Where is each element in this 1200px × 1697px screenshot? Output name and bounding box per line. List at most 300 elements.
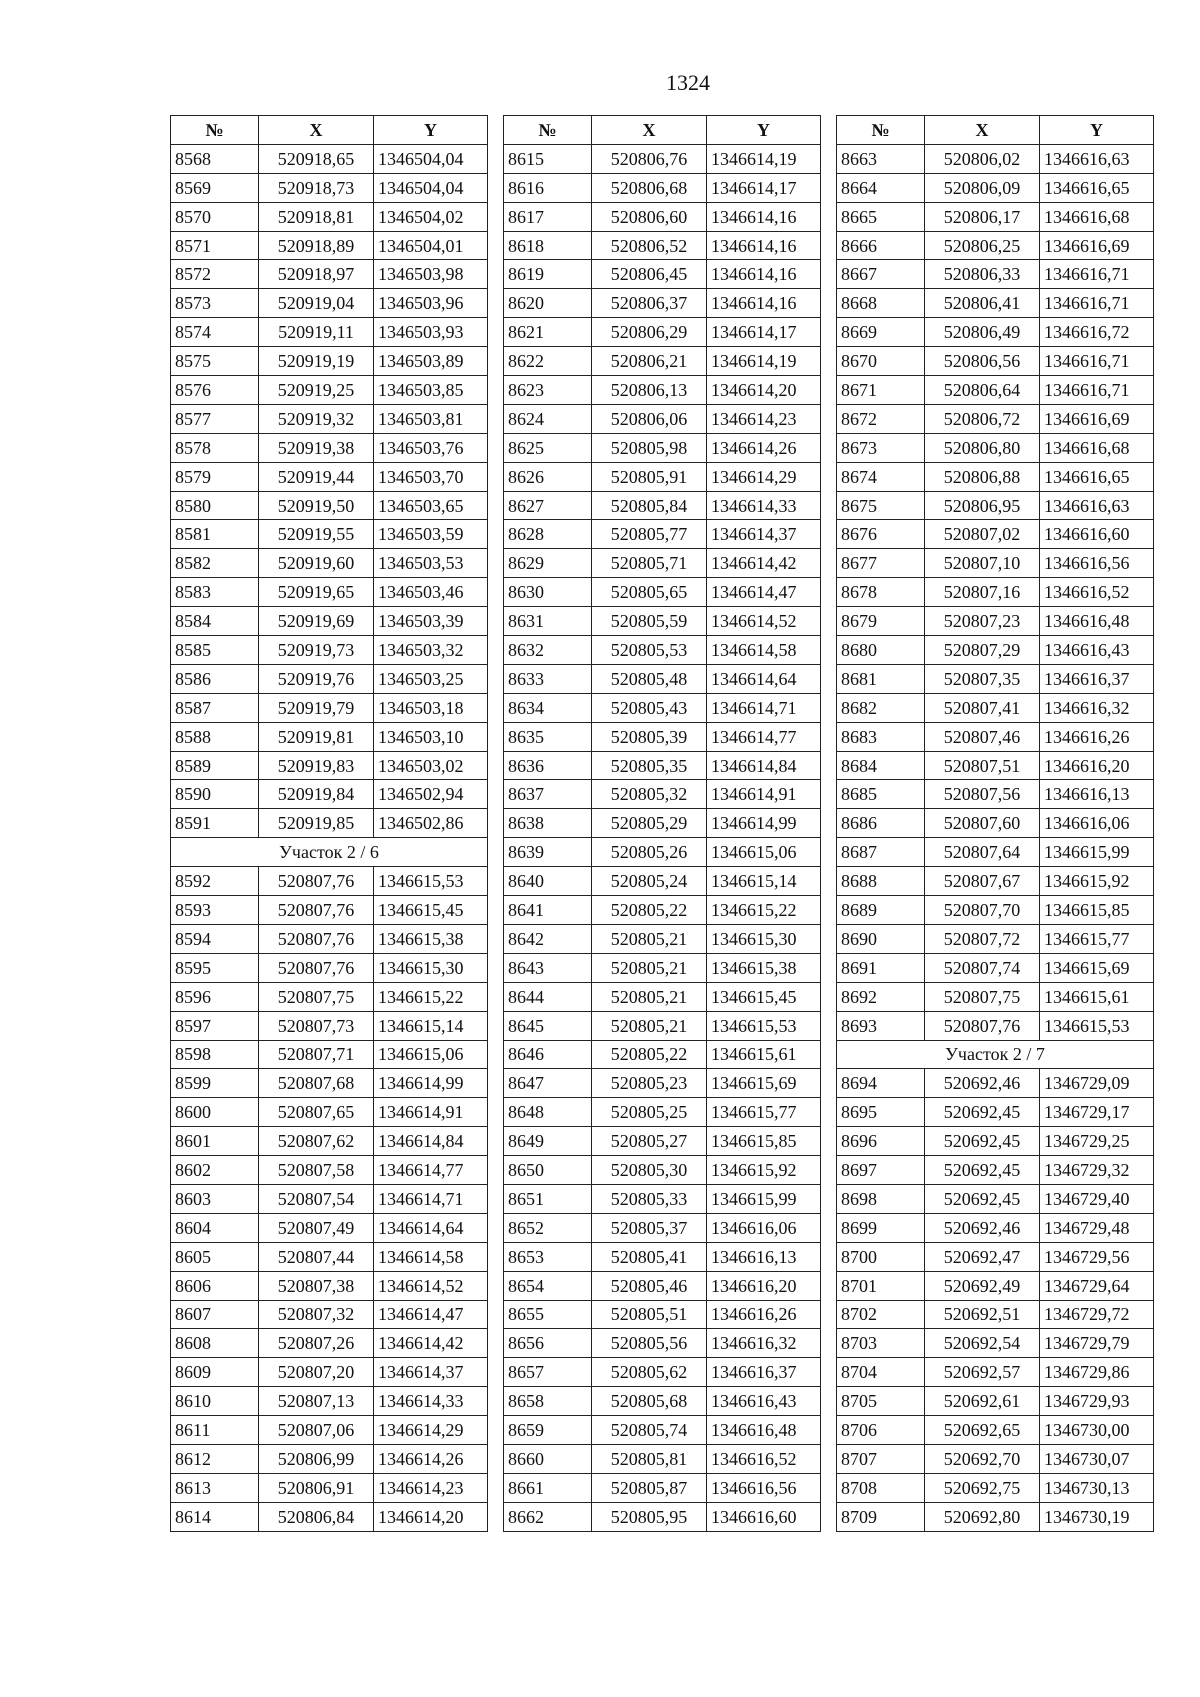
table-row <box>837 664 1154 693</box>
table-row <box>171 173 488 202</box>
point-number-cell: 8703 <box>837 1329 925 1358</box>
y-coordinate-cell: 1346615,30 <box>374 953 488 982</box>
y-coordinate-cell: 1346615,53 <box>374 867 488 896</box>
x-coordinate-cell: 520805,51 <box>592 1300 707 1329</box>
x-coordinate-cell: 520807,76 <box>259 953 374 982</box>
table-row <box>504 1358 821 1387</box>
y-coordinate-cell: 1346615,14 <box>707 867 821 896</box>
table-row <box>837 1011 1154 1040</box>
y-coordinate-cell: 1346615,69 <box>1040 953 1154 982</box>
table-row <box>504 318 821 347</box>
x-coordinate-cell: 520805,33 <box>592 1184 707 1213</box>
x-coordinate-cell: 520806,41 <box>925 289 1040 318</box>
point-number-cell: 8705 <box>837 1387 925 1416</box>
x-coordinate-cell: 520806,99 <box>259 1444 374 1473</box>
y-coordinate-cell: 1346616,56 <box>1040 549 1154 578</box>
y-coordinate-cell: 1346614,29 <box>707 462 821 491</box>
x-coordinate-cell: 520919,69 <box>259 607 374 636</box>
y-coordinate-cell: 1346616,20 <box>707 1271 821 1300</box>
y-coordinate-cell: 1346616,60 <box>707 1502 821 1531</box>
table-row <box>504 376 821 405</box>
coordinate-table-3 <box>836 115 1154 1532</box>
table-row <box>171 433 488 462</box>
table-row <box>837 289 1154 318</box>
table-row <box>504 838 821 867</box>
point-number-cell: 8660 <box>504 1444 592 1473</box>
table-row <box>171 953 488 982</box>
point-number-cell: 8649 <box>504 1127 592 1156</box>
point-number-cell: 8577 <box>171 404 259 433</box>
point-number-cell: 8653 <box>504 1242 592 1271</box>
table-row <box>837 1213 1154 1242</box>
table-row <box>504 896 821 925</box>
point-number-cell: 8675 <box>837 491 925 520</box>
x-coordinate-cell: 520807,73 <box>259 1011 374 1040</box>
point-number-cell: 8658 <box>504 1387 592 1416</box>
table-row <box>171 780 488 809</box>
table-row <box>837 1127 1154 1156</box>
x-coordinate-cell: 520806,91 <box>259 1473 374 1502</box>
point-number-cell: 8624 <box>504 404 592 433</box>
y-coordinate-cell: 1346616,63 <box>1040 144 1154 173</box>
table-row <box>837 953 1154 982</box>
x-coordinate-cell: 520919,85 <box>259 809 374 838</box>
point-number-cell: 8664 <box>837 173 925 202</box>
x-coordinate-cell: 520807,65 <box>259 1098 374 1127</box>
x-coordinate-cell: 520805,95 <box>592 1502 707 1531</box>
x-coordinate-cell: 520807,29 <box>925 636 1040 665</box>
x-coordinate-cell: 520805,87 <box>592 1473 707 1502</box>
y-coordinate-cell: 1346614,26 <box>374 1444 488 1473</box>
point-number-cell: 8698 <box>837 1184 925 1213</box>
table-row <box>171 202 488 231</box>
x-coordinate-cell: 520919,19 <box>259 347 374 376</box>
table-row <box>171 751 488 780</box>
point-number-cell: 8668 <box>837 289 925 318</box>
table-row <box>504 260 821 289</box>
section-label: Участок 2 / 7 <box>837 1040 1154 1069</box>
point-number-cell: 8589 <box>171 751 259 780</box>
point-number-cell: 8569 <box>171 173 259 202</box>
x-coordinate-cell: 520807,60 <box>925 809 1040 838</box>
table-row <box>171 144 488 173</box>
point-number-cell: 8704 <box>837 1358 925 1387</box>
point-number-cell: 8638 <box>504 809 592 838</box>
point-number-cell: 8631 <box>504 607 592 636</box>
x-coordinate-cell: 520805,21 <box>592 1011 707 1040</box>
y-coordinate-cell: 1346614,71 <box>374 1184 488 1213</box>
y-coordinate-cell: 1346615,77 <box>1040 924 1154 953</box>
y-coordinate-cell: 1346615,99 <box>1040 838 1154 867</box>
y-coordinate-cell: 1346615,99 <box>707 1184 821 1213</box>
table-row <box>171 520 488 549</box>
table-row <box>837 1358 1154 1387</box>
x-coordinate-cell: 520807,44 <box>259 1242 374 1271</box>
y-coordinate-cell: 1346614,37 <box>374 1358 488 1387</box>
y-coordinate-cell: 1346616,06 <box>707 1213 821 1242</box>
table-row <box>171 578 488 607</box>
x-coordinate-cell: 520919,73 <box>259 636 374 665</box>
y-coordinate-cell: 1346616,37 <box>707 1358 821 1387</box>
point-number-cell: 8652 <box>504 1213 592 1242</box>
y-coordinate-cell: 1346730,07 <box>1040 1444 1154 1473</box>
point-number-cell: 8587 <box>171 693 259 722</box>
y-coordinate-cell: 1346616,71 <box>1040 260 1154 289</box>
y-coordinate-cell: 1346615,45 <box>374 896 488 925</box>
y-coordinate-cell: 1346614,52 <box>707 607 821 636</box>
header-x: X <box>592 116 707 145</box>
y-coordinate-cell: 1346616,20 <box>1040 751 1154 780</box>
y-coordinate-cell: 1346614,64 <box>374 1213 488 1242</box>
y-coordinate-cell: 1346729,93 <box>1040 1387 1154 1416</box>
table-row <box>171 1271 488 1300</box>
y-coordinate-cell: 1346616,65 <box>1040 462 1154 491</box>
x-coordinate-cell: 520807,71 <box>259 1040 374 1069</box>
table-row <box>837 780 1154 809</box>
point-number-cell: 8581 <box>171 520 259 549</box>
y-coordinate-cell: 1346616,32 <box>1040 693 1154 722</box>
x-coordinate-cell: 520692,45 <box>925 1098 1040 1127</box>
point-number-cell: 8647 <box>504 1069 592 1098</box>
y-coordinate-cell: 1346614,33 <box>707 491 821 520</box>
y-coordinate-cell: 1346615,61 <box>707 1040 821 1069</box>
x-coordinate-cell: 520807,56 <box>925 780 1040 809</box>
point-number-cell: 8662 <box>504 1502 592 1531</box>
x-coordinate-cell: 520919,04 <box>259 289 374 318</box>
y-coordinate-cell: 1346730,19 <box>1040 1502 1154 1531</box>
table-row <box>837 520 1154 549</box>
table-row <box>504 520 821 549</box>
y-coordinate-cell: 1346614,17 <box>707 318 821 347</box>
y-coordinate-cell: 1346616,68 <box>1040 202 1154 231</box>
x-coordinate-cell: 520805,53 <box>592 636 707 665</box>
table-row <box>837 636 1154 665</box>
y-coordinate-cell: 1346614,26 <box>707 433 821 462</box>
x-coordinate-cell: 520806,29 <box>592 318 707 347</box>
header-y: Y <box>374 116 488 145</box>
table-row <box>837 867 1154 896</box>
x-coordinate-cell: 520692,45 <box>925 1156 1040 1185</box>
point-number-cell: 8591 <box>171 809 259 838</box>
point-number-cell: 8661 <box>504 1473 592 1502</box>
x-coordinate-cell: 520805,23 <box>592 1069 707 1098</box>
y-coordinate-cell: 1346615,92 <box>1040 867 1154 896</box>
table-row <box>504 1329 821 1358</box>
y-coordinate-cell: 1346730,00 <box>1040 1416 1154 1445</box>
x-coordinate-cell: 520805,68 <box>592 1387 707 1416</box>
point-number-cell: 8695 <box>837 1098 925 1127</box>
point-number-cell: 8676 <box>837 520 925 549</box>
x-coordinate-cell: 520806,64 <box>925 376 1040 405</box>
table-row <box>837 173 1154 202</box>
y-coordinate-cell: 1346616,71 <box>1040 289 1154 318</box>
y-coordinate-cell: 1346614,19 <box>707 347 821 376</box>
y-coordinate-cell: 1346616,65 <box>1040 173 1154 202</box>
y-coordinate-cell: 1346503,18 <box>374 693 488 722</box>
x-coordinate-cell: 520806,60 <box>592 202 707 231</box>
point-number-cell: 8659 <box>504 1416 592 1445</box>
x-coordinate-cell: 520692,75 <box>925 1473 1040 1502</box>
y-coordinate-cell: 1346615,92 <box>707 1156 821 1185</box>
table-row <box>837 982 1154 1011</box>
y-coordinate-cell: 1346614,42 <box>374 1329 488 1358</box>
x-coordinate-cell: 520807,06 <box>259 1416 374 1445</box>
point-number-cell: 8697 <box>837 1156 925 1185</box>
table-row <box>171 1040 488 1069</box>
point-number-cell: 8670 <box>837 347 925 376</box>
y-coordinate-cell: 1346616,37 <box>1040 664 1154 693</box>
table-row <box>504 1098 821 1127</box>
point-number-cell: 8685 <box>837 780 925 809</box>
point-number-cell: 8627 <box>504 491 592 520</box>
x-coordinate-cell: 520919,44 <box>259 462 374 491</box>
point-number-cell: 8588 <box>171 722 259 751</box>
table-row <box>171 318 488 347</box>
x-coordinate-cell: 520806,76 <box>592 144 707 173</box>
table-row <box>837 433 1154 462</box>
y-coordinate-cell: 1346729,32 <box>1040 1156 1154 1185</box>
table-row <box>171 982 488 1011</box>
y-coordinate-cell: 1346502,86 <box>374 809 488 838</box>
point-number-cell: 8623 <box>504 376 592 405</box>
point-number-cell: 8669 <box>837 318 925 347</box>
point-number-cell: 8568 <box>171 144 259 173</box>
table-row <box>837 607 1154 636</box>
table-row <box>504 1444 821 1473</box>
x-coordinate-cell: 520805,21 <box>592 953 707 982</box>
y-coordinate-cell: 1346615,38 <box>707 953 821 982</box>
y-coordinate-cell: 1346614,17 <box>707 173 821 202</box>
x-coordinate-cell: 520919,55 <box>259 520 374 549</box>
table-row <box>171 1329 488 1358</box>
table-header-row <box>837 116 1154 145</box>
header-number: № <box>504 116 592 145</box>
point-number-cell: 8579 <box>171 462 259 491</box>
x-coordinate-cell: 520805,22 <box>592 896 707 925</box>
y-coordinate-cell: 1346615,85 <box>1040 896 1154 925</box>
table-row <box>837 809 1154 838</box>
y-coordinate-cell: 1346614,23 <box>374 1473 488 1502</box>
y-coordinate-cell: 1346503,32 <box>374 636 488 665</box>
x-coordinate-cell: 520807,13 <box>259 1387 374 1416</box>
point-number-cell: 8651 <box>504 1184 592 1213</box>
x-coordinate-cell: 520807,76 <box>259 924 374 953</box>
table-row <box>171 636 488 665</box>
y-coordinate-cell: 1346503,96 <box>374 289 488 318</box>
y-coordinate-cell: 1346614,84 <box>707 751 821 780</box>
table-row <box>504 462 821 491</box>
y-coordinate-cell: 1346729,79 <box>1040 1329 1154 1358</box>
x-coordinate-cell: 520692,65 <box>925 1416 1040 1445</box>
table-row <box>504 1502 821 1531</box>
point-number-cell: 8694 <box>837 1069 925 1098</box>
x-coordinate-cell: 520807,20 <box>259 1358 374 1387</box>
table-row <box>837 1387 1154 1416</box>
x-coordinate-cell: 520807,62 <box>259 1127 374 1156</box>
y-coordinate-cell: 1346729,56 <box>1040 1242 1154 1271</box>
x-coordinate-cell: 520805,25 <box>592 1098 707 1127</box>
y-coordinate-cell: 1346729,86 <box>1040 1358 1154 1387</box>
y-coordinate-cell: 1346614,29 <box>374 1416 488 1445</box>
point-number-cell: 8612 <box>171 1444 259 1473</box>
point-number-cell: 8580 <box>171 491 259 520</box>
table-row <box>171 1358 488 1387</box>
table-row <box>837 318 1154 347</box>
table-row <box>837 1098 1154 1127</box>
point-number-cell: 8687 <box>837 838 925 867</box>
point-number-cell: 8633 <box>504 664 592 693</box>
x-coordinate-cell: 520692,70 <box>925 1444 1040 1473</box>
x-coordinate-cell: 520807,51 <box>925 751 1040 780</box>
point-number-cell: 8635 <box>504 722 592 751</box>
x-coordinate-cell: 520807,26 <box>259 1329 374 1358</box>
table-row <box>171 376 488 405</box>
point-number-cell: 8645 <box>504 1011 592 1040</box>
table-row <box>504 1271 821 1300</box>
table-row <box>504 982 821 1011</box>
point-number-cell: 8609 <box>171 1358 259 1387</box>
y-coordinate-cell: 1346503,81 <box>374 404 488 433</box>
table-row <box>171 1127 488 1156</box>
point-number-cell: 8665 <box>837 202 925 231</box>
y-coordinate-cell: 1346503,02 <box>374 751 488 780</box>
table-row <box>504 636 821 665</box>
point-number-cell: 8671 <box>837 376 925 405</box>
table-row <box>837 1242 1154 1271</box>
table-header-row <box>171 116 488 145</box>
point-number-cell: 8572 <box>171 260 259 289</box>
x-coordinate-cell: 520807,49 <box>259 1213 374 1242</box>
y-coordinate-cell: 1346616,63 <box>1040 491 1154 520</box>
y-coordinate-cell: 1346616,71 <box>1040 376 1154 405</box>
x-coordinate-cell: 520806,95 <box>925 491 1040 520</box>
table-row <box>837 1444 1154 1473</box>
x-coordinate-cell: 520806,37 <box>592 289 707 318</box>
x-coordinate-cell: 520692,47 <box>925 1242 1040 1271</box>
header-y: Y <box>1040 116 1154 145</box>
x-coordinate-cell: 520806,68 <box>592 173 707 202</box>
point-number-cell: 8629 <box>504 549 592 578</box>
point-number-cell: 8693 <box>837 1011 925 1040</box>
x-coordinate-cell: 520919,32 <box>259 404 374 433</box>
point-number-cell: 8625 <box>504 433 592 462</box>
point-number-cell: 8637 <box>504 780 592 809</box>
point-number-cell: 8674 <box>837 462 925 491</box>
x-coordinate-cell: 520805,74 <box>592 1416 707 1445</box>
y-coordinate-cell: 1346729,64 <box>1040 1271 1154 1300</box>
x-coordinate-cell: 520805,29 <box>592 809 707 838</box>
table-row <box>837 924 1154 953</box>
x-coordinate-cell: 520807,46 <box>925 722 1040 751</box>
x-coordinate-cell: 520805,84 <box>592 491 707 520</box>
x-coordinate-cell: 520805,43 <box>592 693 707 722</box>
x-coordinate-cell: 520806,45 <box>592 260 707 289</box>
y-coordinate-cell: 1346614,42 <box>707 549 821 578</box>
table-row <box>504 491 821 520</box>
y-coordinate-cell: 1346614,47 <box>374 1300 488 1329</box>
x-coordinate-cell: 520807,54 <box>259 1184 374 1213</box>
table-row <box>171 462 488 491</box>
table-row <box>504 867 821 896</box>
y-coordinate-cell: 1346616,13 <box>1040 780 1154 809</box>
y-coordinate-cell: 1346615,45 <box>707 982 821 1011</box>
table-row <box>504 693 821 722</box>
x-coordinate-cell: 520806,33 <box>925 260 1040 289</box>
table-row <box>171 404 488 433</box>
table-row <box>504 809 821 838</box>
table-row <box>504 202 821 231</box>
y-coordinate-cell: 1346502,94 <box>374 780 488 809</box>
point-number-cell: 8576 <box>171 376 259 405</box>
table-row <box>504 578 821 607</box>
table-row <box>837 1329 1154 1358</box>
point-number-cell: 8673 <box>837 433 925 462</box>
x-coordinate-cell: 520805,37 <box>592 1213 707 1242</box>
x-coordinate-cell: 520805,46 <box>592 1271 707 1300</box>
y-coordinate-cell: 1346503,70 <box>374 462 488 491</box>
table-row <box>837 549 1154 578</box>
table-row <box>171 1069 488 1098</box>
y-coordinate-cell: 1346616,72 <box>1040 318 1154 347</box>
x-coordinate-cell: 520807,41 <box>925 693 1040 722</box>
point-number-cell: 8646 <box>504 1040 592 1069</box>
x-coordinate-cell: 520805,77 <box>592 520 707 549</box>
x-coordinate-cell: 520807,10 <box>925 549 1040 578</box>
x-coordinate-cell: 520805,32 <box>592 780 707 809</box>
point-number-cell: 8603 <box>171 1184 259 1213</box>
table-row <box>171 1098 488 1127</box>
point-number-cell: 8602 <box>171 1156 259 1185</box>
x-coordinate-cell: 520806,88 <box>925 462 1040 491</box>
point-number-cell: 8642 <box>504 924 592 953</box>
y-coordinate-cell: 1346614,16 <box>707 289 821 318</box>
point-number-cell: 8657 <box>504 1358 592 1387</box>
table-row <box>504 780 821 809</box>
y-coordinate-cell: 1346503,98 <box>374 260 488 289</box>
point-number-cell: 8605 <box>171 1242 259 1271</box>
point-number-cell: 8634 <box>504 693 592 722</box>
y-coordinate-cell: 1346503,10 <box>374 722 488 751</box>
x-coordinate-cell: 520692,54 <box>925 1329 1040 1358</box>
x-coordinate-cell: 520806,21 <box>592 347 707 376</box>
y-coordinate-cell: 1346616,48 <box>707 1416 821 1445</box>
x-coordinate-cell: 520806,25 <box>925 231 1040 260</box>
y-coordinate-cell: 1346614,37 <box>707 520 821 549</box>
y-coordinate-cell: 1346615,77 <box>707 1098 821 1127</box>
table-row <box>837 1416 1154 1445</box>
x-coordinate-cell: 520919,60 <box>259 549 374 578</box>
x-coordinate-cell: 520805,39 <box>592 722 707 751</box>
y-coordinate-cell: 1346614,16 <box>707 260 821 289</box>
y-coordinate-cell: 1346614,47 <box>707 578 821 607</box>
point-number-cell: 8620 <box>504 289 592 318</box>
point-number-cell: 8614 <box>171 1502 259 1531</box>
y-coordinate-cell: 1346730,13 <box>1040 1473 1154 1502</box>
y-coordinate-cell: 1346729,25 <box>1040 1127 1154 1156</box>
table-row <box>171 1300 488 1329</box>
table-row <box>504 664 821 693</box>
y-coordinate-cell: 1346616,68 <box>1040 433 1154 462</box>
table-row <box>837 1184 1154 1213</box>
table-row <box>171 693 488 722</box>
coordinate-tables <box>0 115 1200 1615</box>
y-coordinate-cell: 1346615,22 <box>707 896 821 925</box>
x-coordinate-cell: 520807,76 <box>259 867 374 896</box>
x-coordinate-cell: 520918,89 <box>259 231 374 260</box>
x-coordinate-cell: 520805,27 <box>592 1127 707 1156</box>
point-number-cell: 8648 <box>504 1098 592 1127</box>
y-coordinate-cell: 1346614,52 <box>374 1271 488 1300</box>
